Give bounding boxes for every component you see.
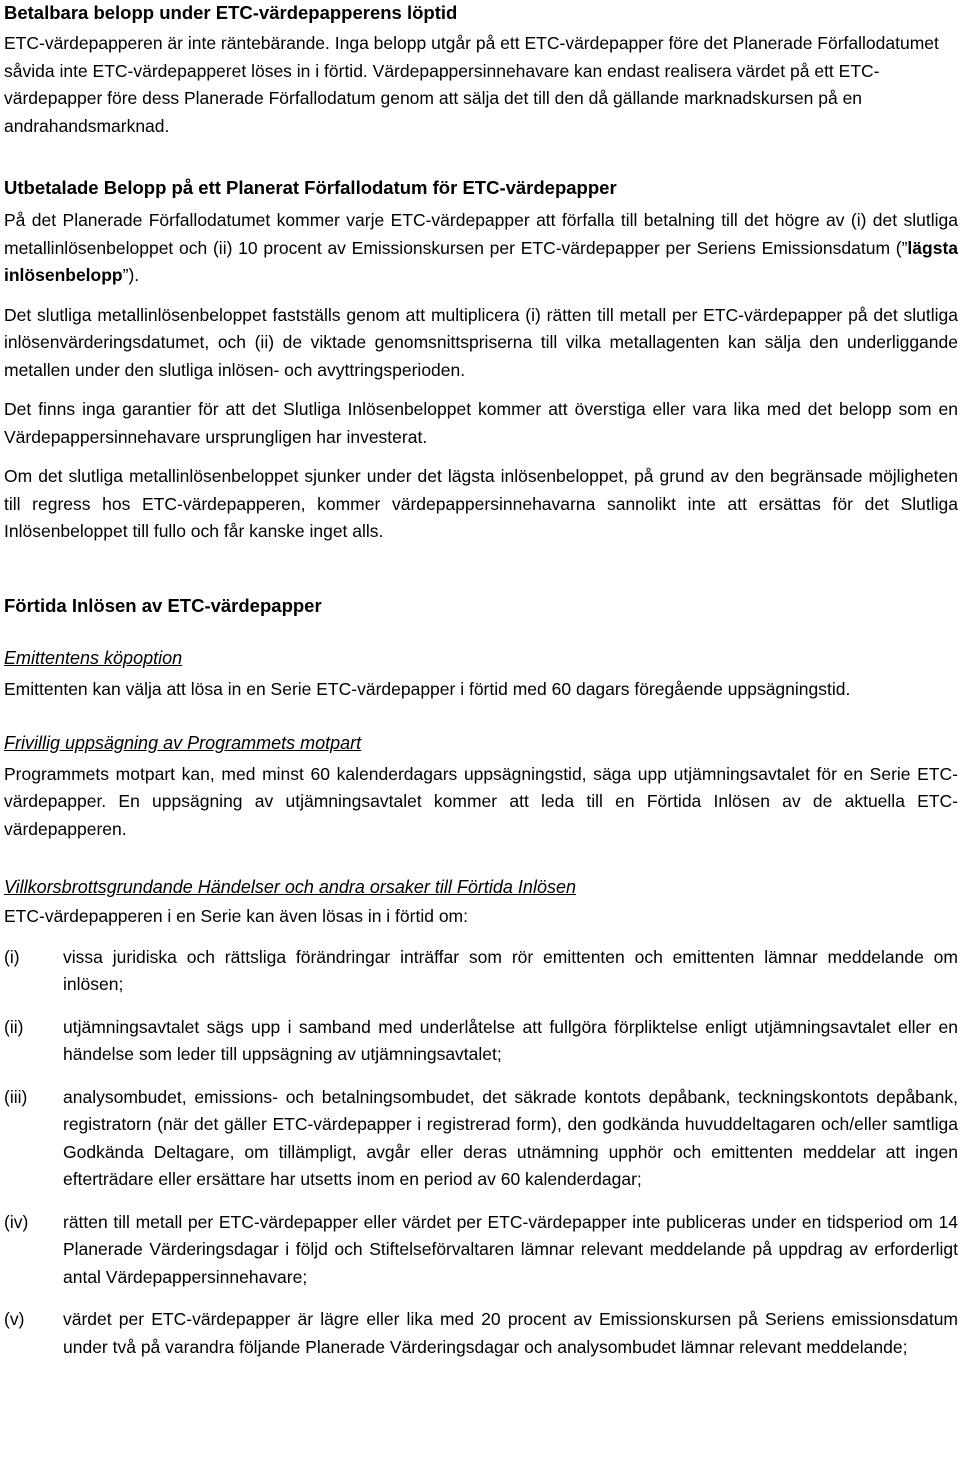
p1-after: ”).: [122, 265, 140, 285]
section-early-redemption: [4, 593, 958, 1361]
list-item: [4, 944, 958, 999]
list-item-text: rätten till metall per ETC-värdepapper eller värdet per ETC-värdepapper inte publiceras under en tidsperiod om 14 Planerade Värderingsdagar i följd och Stiftelseförvaltaren lämnar relevant meddelande på uppdrag av erforderligt antal Värdepappersinnehavare;: [63, 1211, 958, 1287]
paragraph-final-redemption-3: Det finns inga garantier för att det Slutliga Inlösenbeloppet kommer att överstiga eller vara lika med det belopp som en Värdepappersinnehavare ursprungligen har investerat.: [4, 399, 958, 447]
list-item-number: (iv): [4, 1211, 29, 1232]
list-item-text: värdet per ETC-värdepapper är lägre eller lika med 20 procent av Emissionskursen på Seriens emissionsdatum under två på varandra följande Planerade Värderingsdagar och analysombudet lämnar relevant meddelande;: [63, 1309, 958, 1357]
list-item-text: utjämningsavtalet sägs upp i samband med underlåtelse att fullgöra förpliktelse enligt utjämningsavtalet eller en händelse som leder till uppsägning av utjämningsavtalet;: [63, 1016, 958, 1064]
paragraph-payable-amounts: ETC-värdepapperen är inte räntebärande. Inga belopp utgår på ett ETC-värdepapper före det Planerade Förfallodatumet såvida inte ETC-värdepapperet löses in i förtid. Värdepappersinnehavare kan endast realisera värdet på ett ETC-värdepapper före dess Planerade Förfallodatum genom att sälja det till den då gällande marknadskursen på en andrahandsmarknad.: [4, 33, 939, 136]
heading-final-redemption: Utbetalade Belopp på ett Planerat Förfallodatum för ETC-värdepapper: [4, 177, 617, 198]
subheading-voluntary-termination: Frivillig uppsägning av Programmets motpart: [4, 732, 362, 753]
list-item: [4, 1014, 958, 1069]
section-final-redemption: [4, 175, 958, 546]
list-item-number: (ii): [4, 1016, 24, 1037]
list-item: [4, 1306, 958, 1361]
paragraph-events-intro: ETC-värdepapperen i en Serie kan även lösas in i förtid om:: [4, 906, 468, 926]
heading-early-redemption: Förtida Inlösen av ETC-värdepapper: [4, 595, 322, 616]
subheading-events-of-default: Villkorsbrottsgrundande Händelser och andra orsaker till Förtida Inlösen: [4, 877, 576, 897]
list-item-number: (i): [4, 946, 20, 967]
list-item: [4, 1209, 958, 1292]
list-item-text: analysombudet, emissions- och betalningsombudet, det säkrade kontots depåbank, teckningskontots depåbank, registratorn (när det gäller ETC-värdepapper i registrerad form), den godkända huvuddeltagaren och/eller samtliga Godkända Deltagare, om tillämpligt, avgår eller deras utnämning upphör och emittenten meddelar att ingen efterträdare eller ersättare har utsetts inom en period av 60 kalenderdagar;: [63, 1086, 958, 1189]
list-item-number: (v): [4, 1309, 25, 1329]
list-item-number: (iii): [4, 1086, 28, 1107]
paragraph-voluntary-termination: Programmets motpart kan, med minst 60 kalenderdagars uppsägningstid, säga upp utjämningsavtalet för en Serie ETC-värdepapper. En uppsägning av utjämningsavtalet kommer att leda till en Förtida Inlösen av de aktuella ETC-värdepapperen.: [4, 763, 958, 839]
paragraph-issuer-call: Emittenten kan välja att lösa in en Serie ETC-värdepapper i förtid med 60 dagars föregående uppsägningstid.: [4, 679, 851, 699]
subheading-issuer-call: Emittentens köpoption: [4, 648, 183, 668]
paragraph-final-redemption-1: [4, 207, 958, 290]
p1-bold-term: lägsta inlösenbelopp: [4, 237, 958, 285]
section-payable-amounts: [4, 0, 958, 140]
p1-before: På det Planerade Förfallodatumet kommer varje ETC-värdepapper att förfalla till betalning till det högre av (i) det slutliga metallinlösenbeloppet och (ii) 10 procent av Emissionskursen per ETC-värdepapper per Seriens Emissionsdatum (”: [4, 210, 958, 258]
heading-payable-amounts: Betalbara belopp under ETC-värdepapperens löptid: [4, 2, 458, 23]
paragraph-final-redemption-4: Om det slutliga metallinlösenbeloppet sjunker under det lägsta inlösenbeloppet, på grund av den begränsade möjligheten till regress hos ETC-värdepapperen, kommer värdepappersinnehavarna sannolikt inte att ersättas för det Slutliga Inlösenbeloppet till fullo och får kanske inget alls.: [4, 466, 958, 541]
list-item-text: vissa juridiska och rättsliga förändringar inträffar som rör emittenten och emittenten lämnar meddelande om inlösen;: [63, 946, 958, 994]
list-item: [4, 1084, 958, 1194]
paragraph-final-redemption-2: Det slutliga metallinlösenbeloppet fastställs genom att multiplicera (i) rätten till metall per ETC-värdepapper på det slutliga inlösenvärderingsdatumet, och (ii) de viktade genomsnittspriserna till vilka metallagenten kan sälja den underliggande metallen under den slutliga inlösen- och avyttringsperioden.: [4, 304, 958, 380]
